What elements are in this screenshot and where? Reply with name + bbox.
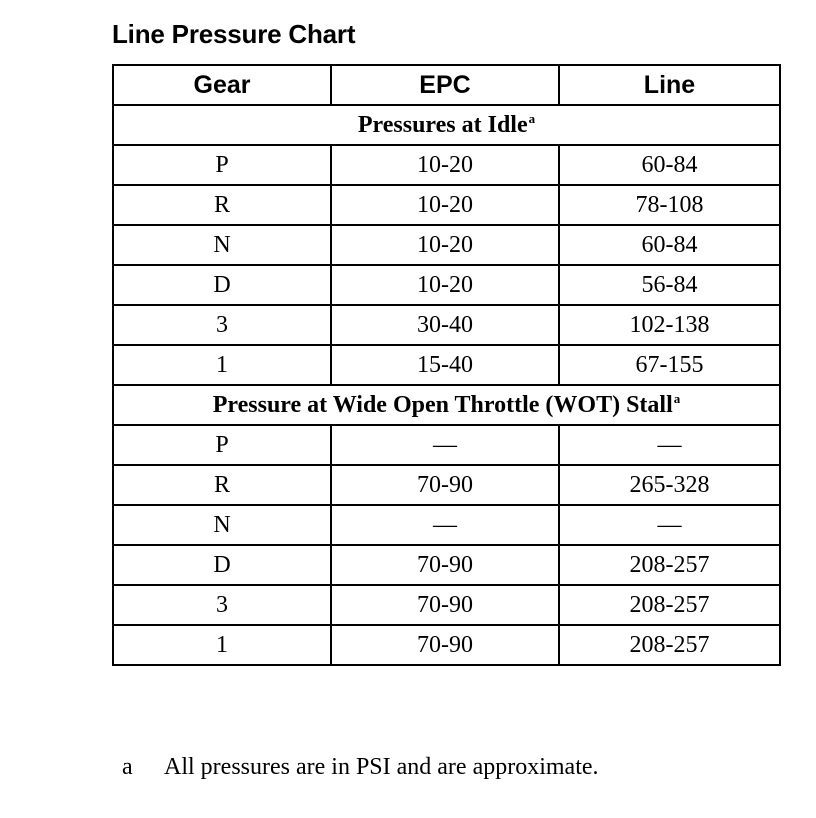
gear-cell: 3: [113, 585, 331, 625]
epc-cell: 10-20: [331, 185, 559, 225]
line-cell: 60-84: [559, 145, 780, 185]
epc-cell: 10-20: [331, 225, 559, 265]
epc-cell: 70-90: [331, 465, 559, 505]
header-epc: EPC: [331, 65, 559, 105]
section-label-wot-stall: [113, 385, 780, 425]
epc-cell: 10-20: [331, 145, 559, 185]
gear-cell: 3: [113, 305, 331, 345]
gear-cell: 1: [113, 625, 331, 665]
table-row: [113, 225, 780, 265]
table-row: [113, 185, 780, 225]
section-title: Pressures at Idle: [357, 111, 528, 138]
section-title: Pressure at Wide Open Throttle (WOT) Stall: [212, 391, 673, 418]
line-cell: 208-257: [559, 625, 780, 665]
table-row: [113, 545, 780, 585]
line-pressure-table: [112, 64, 781, 666]
epc-cell: 70-90: [331, 585, 559, 625]
table-row: [113, 265, 780, 305]
line-cell: 56-84: [559, 265, 780, 305]
footnote-mark: a: [673, 390, 681, 406]
epc-cell: 15-40: [331, 345, 559, 385]
table-row: [113, 505, 780, 545]
footnote-marker: a: [122, 754, 133, 780]
footnote-mark: a: [528, 110, 536, 126]
table-row: [113, 345, 780, 385]
gear-cell: P: [113, 425, 331, 465]
header-row: [113, 65, 780, 105]
epc-cell: 30-40: [331, 305, 559, 345]
header-line: Line: [559, 65, 780, 105]
table-row: [113, 145, 780, 185]
header-gear: Gear: [113, 65, 331, 105]
table-row: [113, 465, 780, 505]
line-cell: 67-155: [559, 345, 780, 385]
epc-cell: 10-20: [331, 265, 559, 305]
gear-cell: N: [113, 505, 331, 545]
section-label-idle: [113, 105, 780, 145]
line-cell: 208-257: [559, 545, 780, 585]
line-cell: 78-108: [559, 185, 780, 225]
footnote-text: All pressures are in PSI and are approximate.: [164, 754, 599, 780]
line-cell: —: [559, 505, 780, 545]
line-cell: 102-138: [559, 305, 780, 345]
gear-cell: D: [113, 545, 331, 585]
section-row-wot-stall: [113, 385, 780, 425]
chart-title: Line Pressure Chart: [112, 19, 356, 49]
gear-cell: N: [113, 225, 331, 265]
line-cell: 208-257: [559, 585, 780, 625]
gear-cell: P: [113, 145, 331, 185]
line-cell: 60-84: [559, 225, 780, 265]
epc-cell: 70-90: [331, 545, 559, 585]
epc-cell: —: [331, 425, 559, 465]
table-row: [113, 585, 780, 625]
gear-cell: R: [113, 465, 331, 505]
table-row: [113, 305, 780, 345]
line-cell: —: [559, 425, 780, 465]
gear-cell: D: [113, 265, 331, 305]
epc-cell: —: [331, 505, 559, 545]
section-row-idle: [113, 105, 780, 145]
gear-cell: R: [113, 185, 331, 225]
line-cell: 265-328: [559, 465, 780, 505]
gear-cell: 1: [113, 345, 331, 385]
footnote: [122, 752, 599, 782]
table-row: [113, 625, 780, 665]
epc-cell: 70-90: [331, 625, 559, 665]
table-row: [113, 425, 780, 465]
